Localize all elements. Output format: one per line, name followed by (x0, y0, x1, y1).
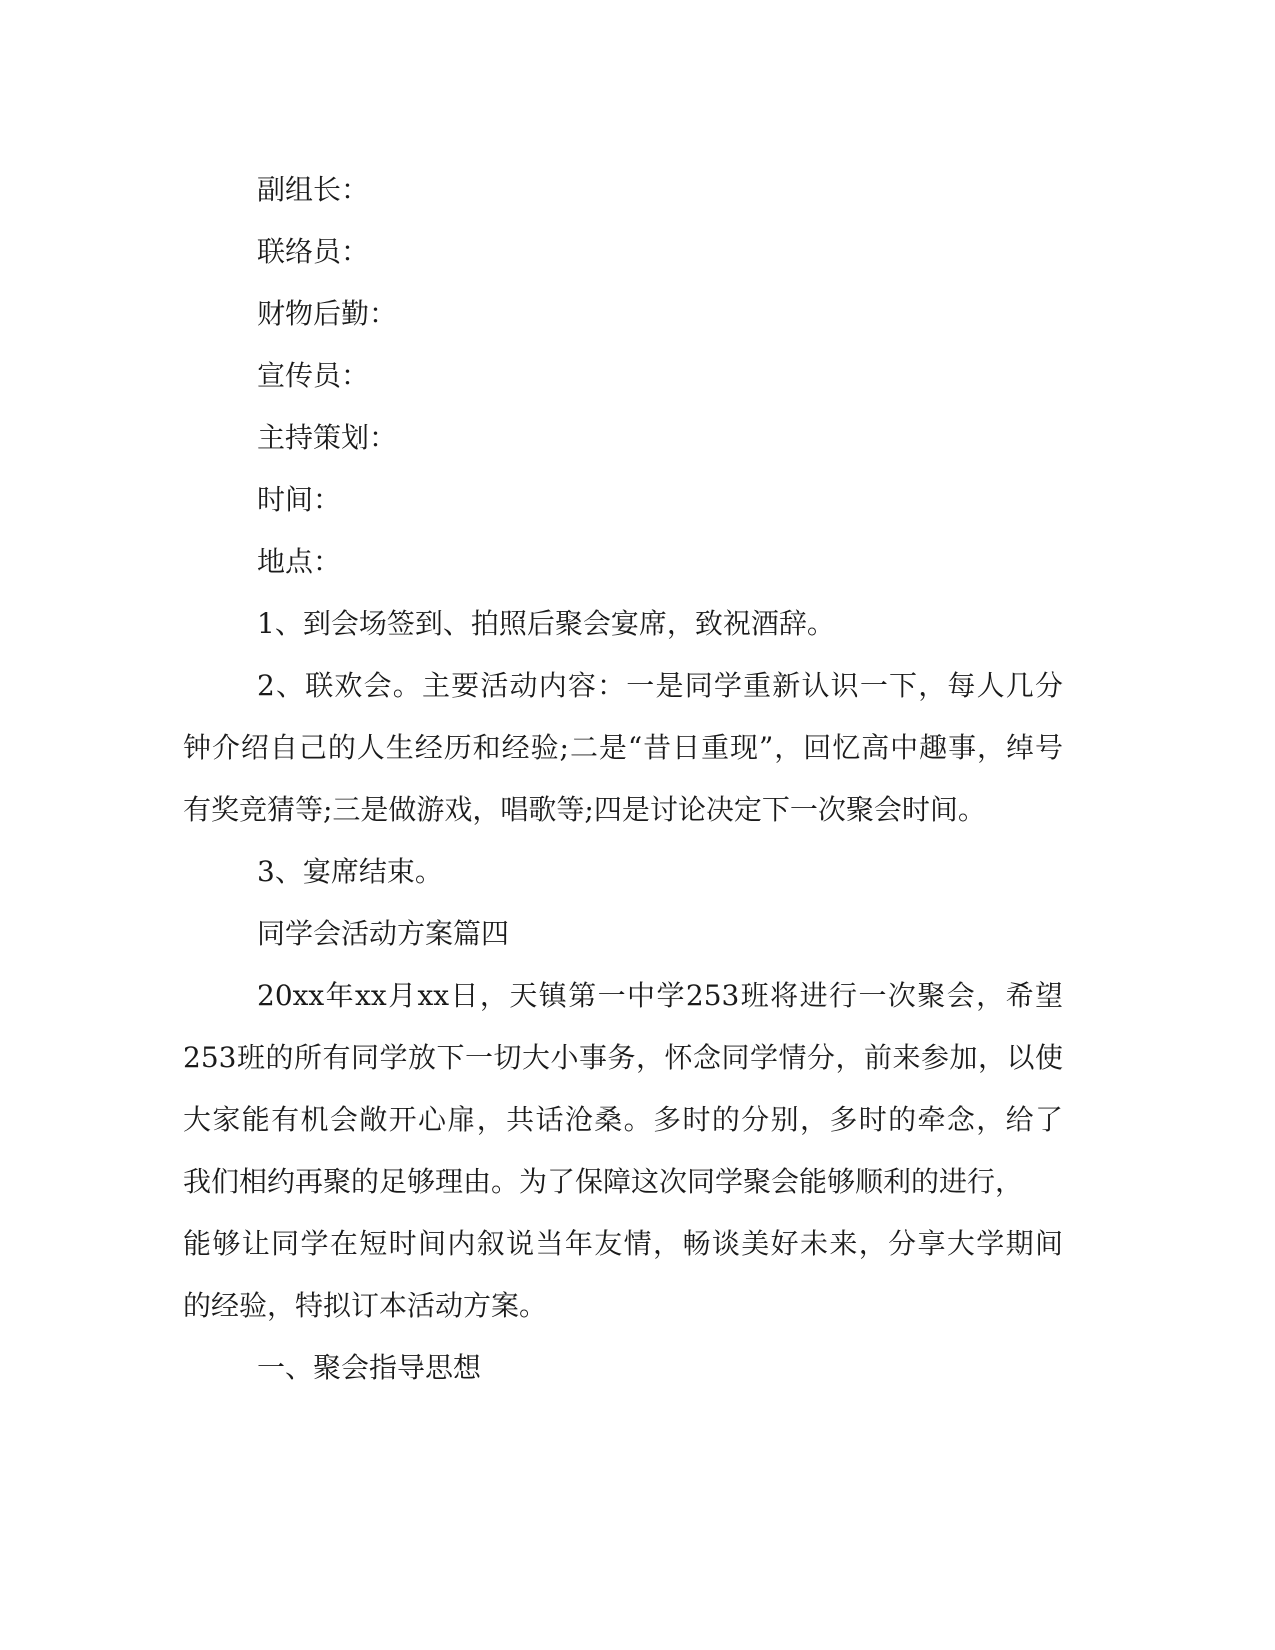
item-2-line-2: 钟介绍自己的人生经历和经验;二是“昔日重现”，回忆高中趣事，绰号 (183, 731, 1063, 764)
intro-paragraph-line-6: 的经验，特拟订本活动方案。 (183, 1289, 548, 1322)
field-time: 时间： (257, 483, 342, 516)
field-location: 地点： (257, 545, 342, 578)
intro-paragraph-line-2: 253班的所有同学放下一切大小事务，怀念同学情分，前来参加，以使 (183, 1041, 1063, 1074)
document-body (183, 159, 1063, 1399)
subsection-heading: 一、聚会指导思想 (257, 1351, 482, 1384)
field-host-planning: 主持策划： (257, 421, 398, 454)
intro-paragraph-line-4: 我们相约再聚的足够理由。为了保障这次同学聚会能够顺利的进行， (183, 1165, 1024, 1198)
field-liaison: 联络员： (257, 235, 370, 268)
item-2-line-1: 2、联欢会。主要活动内容：一是同学重新认识一下，每人几分 (257, 669, 1063, 702)
item-2-line-3: 有奖竞猜等;三是做游戏，唱歌等;四是讨论决定下一次聚会时间。 (183, 793, 986, 826)
item-1-text: 1、到会场签到、拍照后聚会宴席，致祝酒辞。 (257, 607, 835, 640)
intro-paragraph-line-1: 20xx年xx月xx日，天镇第一中学253班将进行一次聚会，希望 (257, 979, 1063, 1012)
field-logistics: 财物后勤： (257, 297, 398, 330)
intro-paragraph-line-5: 能够让同学在短时间内叙说当年友情，畅谈美好未来，分享大学期间 (183, 1227, 1063, 1260)
section-heading: 同学会活动方案篇四 (257, 917, 510, 950)
item-3-text: 3、宴席结束。 (257, 855, 443, 888)
field-deputy-leader: 副组长： (257, 173, 370, 206)
intro-paragraph-line-3: 大家能有机会敞开心扉，共话沧桑。多时的分别，多时的牵念，给了 (183, 1103, 1063, 1136)
field-publicity: 宣传员： (257, 359, 370, 392)
